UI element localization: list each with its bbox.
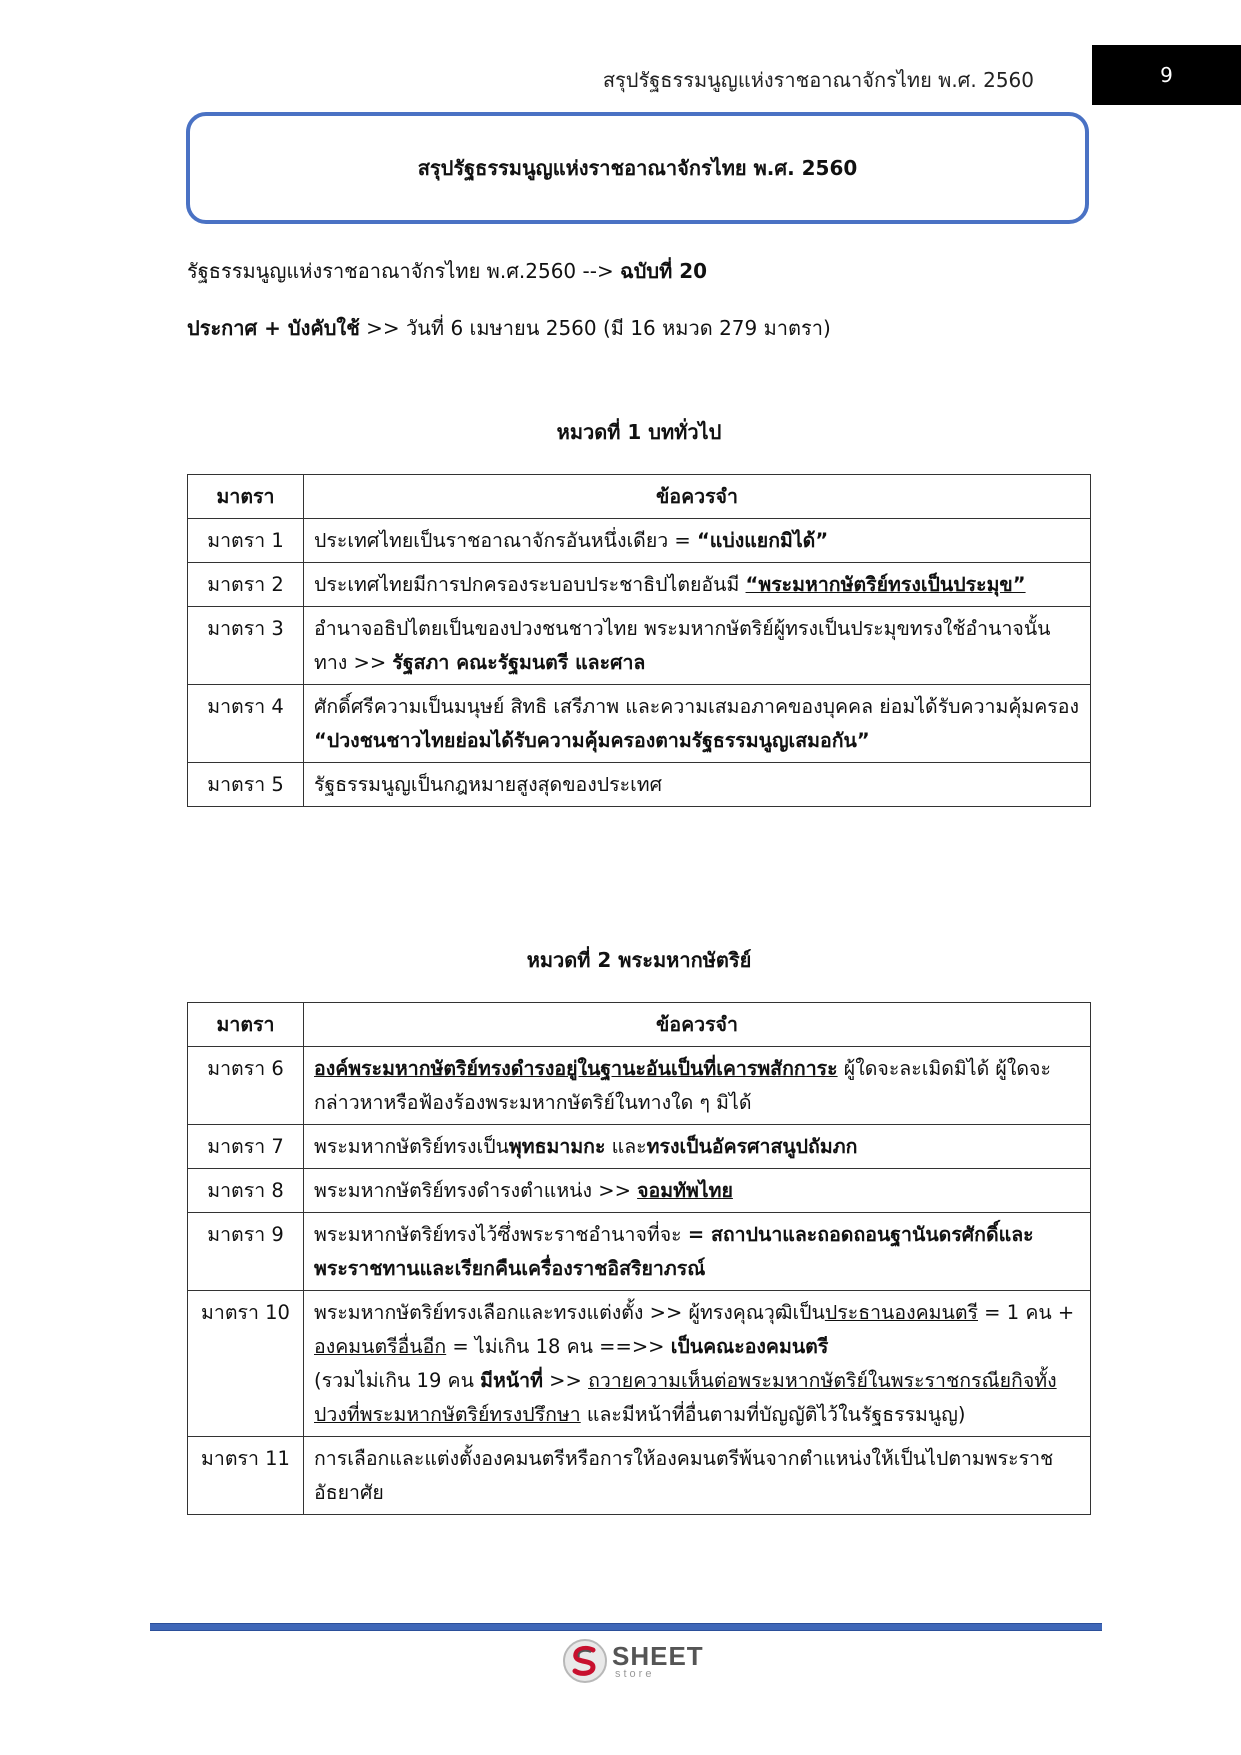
note-text: ประเทศไทยเป็นราชอาณาจักรอันหนึ่งเดียว = (314, 529, 697, 552)
section-number-cell: มาตรา 7 (188, 1125, 304, 1169)
chapter-1-heading: หมวดที่ 1 บททั่วไป (556, 420, 722, 444)
emphasis-text: “แบ่งแยกมิได้” (696, 529, 829, 552)
section-number-cell: มาตรา 11 (188, 1437, 304, 1515)
note-text: องคมนตรีอื่นอีก (314, 1335, 447, 1358)
table-row (188, 519, 1091, 563)
table-row (188, 1437, 1091, 1515)
chapter-2-heading: หมวดที่ 2 พระมหากษัตริย์ (526, 948, 752, 972)
note-cell (304, 1291, 1091, 1437)
sheet-store-logo-icon (562, 1638, 608, 1684)
emphasis-text: “พระมหากษัตริย์ทรงเป็นประมุข” (745, 573, 1026, 596)
table-row (188, 1047, 1091, 1125)
note-cell (304, 607, 1091, 685)
table-row (188, 1169, 1091, 1213)
table-row (188, 685, 1091, 763)
running-header-title: สรุปรัฐธรรมนูญแห่งราชอาณาจักรไทย พ.ศ. 2560 (602, 68, 1034, 92)
note-text: อำนาจอธิปไตยเป็นของปวงชนชาวไทย พระมหากษัตริย์ผู้ทรงเป็นประมุขทรงใช้อำนาจนั้นทาง >> (314, 617, 1051, 674)
note-text: การเลือกและแต่งตั้งองคมนตรีหรือการให้องคมนตรีพ้นจากตำแหน่งให้เป็นไปตามพระราชอัธยาศัย (314, 1447, 1054, 1504)
note-text: ผู้ใดจะละเมิดมิได้ ผู้ใดจะกล่าวหาหรือฟ้องร้องพระมหากษัตริย์ในทางใด ๆ มิได้ (314, 1057, 1051, 1114)
note-text: = ไม่เกิน 18 คน ==>> (446, 1335, 671, 1358)
note-cell (304, 563, 1091, 607)
emphasis-text: = สถาปนาและถอดถอนฐานันดรศักดิ์และพระราชทานและเรียกคืนเครื่องราชอิสริยาภรณ์ (314, 1223, 1034, 1280)
footer-rule (150, 1623, 1102, 1631)
intro-promulgation-label: ประกาศ + บังคับใช้ (187, 316, 360, 340)
note-text: ถวายความเห็นต่อพระมหากษัตริย์ในพระราชกรณียกิจทั้งปวงที่พระมหากษัตริย์ทรงปรึกษา (314, 1369, 1057, 1426)
note-text: พระมหากษัตริย์ทรงดำรงตำแหน่ง >> (314, 1179, 638, 1202)
note-cell (304, 1169, 1091, 1213)
table-row (188, 607, 1091, 685)
note-cell (304, 1437, 1091, 1515)
column-header-section: มาตรา (188, 1003, 304, 1047)
column-header-section: มาตรา (188, 475, 304, 519)
note-cell (304, 1213, 1091, 1291)
intro-line-edition (187, 256, 707, 286)
section-number-cell: มาตรา 5 (188, 763, 304, 807)
logo-subtext: store (615, 1667, 655, 1680)
note-cell (304, 763, 1091, 807)
note-text: ประเทศไทยมีการปกครองระบอบประชาธิปไตยอันมี (314, 573, 746, 596)
emphasis-text: เป็นคณะองคมนตรี (670, 1335, 829, 1358)
note-text: พระมหากษัตริย์ทรงเป็น (314, 1135, 509, 1158)
note-text: และมีหน้าที่อื่นตามที่บัญญัติไว้ในรัฐธรรมนูญ) (580, 1403, 966, 1426)
document-title-box (186, 112, 1089, 224)
emphasis-text: รัฐสภา คณะรัฐมนตรี และศาล (392, 651, 646, 674)
table-row (188, 763, 1091, 807)
table-row (188, 1291, 1091, 1437)
section-number-cell: มาตรา 4 (188, 685, 304, 763)
intro-edition-text: รัฐธรรมนูญแห่งราชอาณาจักรไทย พ.ศ.2560 --> (187, 259, 621, 283)
emphasis-text: องค์พระมหากษัตริย์ทรงดำรงอยู่ในฐานะอันเป็นที่เคารพสักการะ (314, 1057, 838, 1080)
table-row (188, 563, 1091, 607)
note-text: รัฐธรรมนูญเป็นกฎหมายสูงสุดของประเทศ (314, 773, 663, 796)
section-number-cell: มาตรา 8 (188, 1169, 304, 1213)
emphasis-text: พุทธมามกะ (508, 1135, 606, 1158)
note-text: พระมหากษัตริย์ทรงไว้ซึ่งพระราชอำนาจที่จะ (314, 1223, 688, 1246)
table-row (188, 1213, 1091, 1291)
note-text: ประธานองคมนตรี (824, 1301, 978, 1324)
column-header-note: ข้อควรจำ (304, 1003, 1091, 1047)
intro-promulgation-text: >> วันที่ 6 เมษายน 2560 (มี 16 หมวด 279 มาตรา) (359, 316, 831, 340)
column-header-note: ข้อควรจำ (304, 475, 1091, 519)
section-number-cell: มาตรา 2 (188, 563, 304, 607)
logo-wordmark: SHEET (612, 1640, 704, 1671)
page-number: 9 (1092, 45, 1241, 105)
section-number-cell: มาตรา 9 (188, 1213, 304, 1291)
note-text: >> (542, 1369, 589, 1392)
table-header-row (188, 1003, 1091, 1047)
chapter-1-table (187, 474, 1091, 807)
table-header-row (188, 475, 1091, 519)
emphasis-text: ทรงเป็นอัครศาสนูปถัมภก (646, 1135, 858, 1158)
note-text: พระมหากษัตริย์ทรงเลือกและทรงแต่งตั้ง >> ผู้ทรงคุณวุฒิเป็น (314, 1301, 825, 1324)
emphasis-text: “ปวงชนชาวไทยย่อมได้รับความคุ้มครองตามรัฐธรรมนูญเสมอกัน” (314, 729, 870, 752)
section-number-cell: มาตรา 6 (188, 1047, 304, 1125)
emphasis-text: จอมทัพไทย (637, 1179, 733, 1202)
note-text: (รวมไม่เกิน 19 คน (314, 1369, 481, 1392)
chapter-2-table (187, 1002, 1091, 1515)
note-text: = 1 คน + (977, 1301, 1075, 1324)
intro-line-promulgation (187, 313, 831, 343)
footer-logo (562, 1636, 722, 1686)
note-text: ศักดิ์ศรีความเป็นมนุษย์ สิทธิ เสรีภาพ และความเสมอภาคของบุคคล ย่อมได้รับความคุ้มครอง (314, 695, 1079, 718)
note-text: และ (605, 1135, 647, 1158)
note-cell (304, 1125, 1091, 1169)
note-cell (304, 685, 1091, 763)
intro-edition-number: ฉบับที่ 20 (620, 259, 708, 283)
section-number-cell: มาตรา 10 (188, 1291, 304, 1437)
emphasis-text: มีหน้าที่ (480, 1369, 543, 1392)
section-number-cell: มาตรา 1 (188, 519, 304, 563)
note-cell (304, 1047, 1091, 1125)
section-number-cell: มาตรา 3 (188, 607, 304, 685)
note-cell (304, 519, 1091, 563)
table-row (188, 1125, 1091, 1169)
document-title: สรุปรัฐธรรมนูญแห่งราชอาณาจักรไทย พ.ศ. 2560 (417, 156, 858, 180)
